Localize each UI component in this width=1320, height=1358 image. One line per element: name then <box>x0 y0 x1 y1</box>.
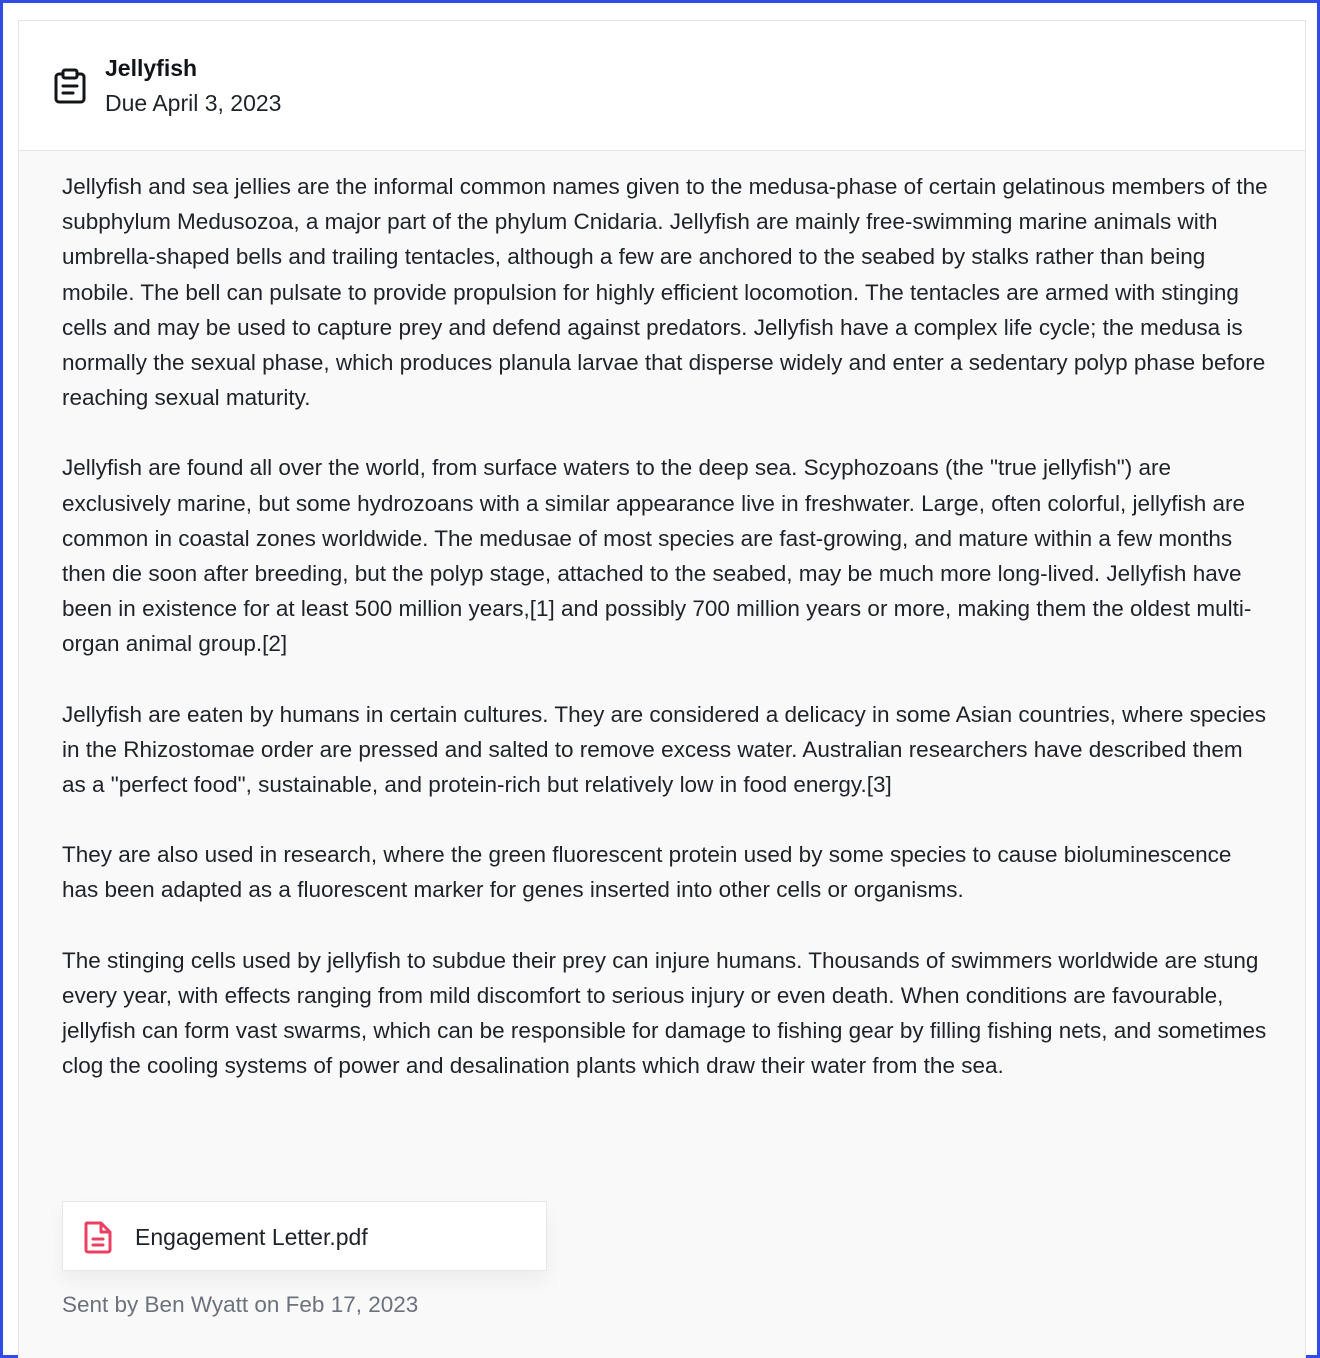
body-paragraph: Jellyfish are eaten by humans in certain cultures. They are considered a delicacy in some Asian countries, where species in the Rhizostomae order are pressed and salted to remove excess water. Australian researchers have described them as a "perfect food", sustainable, and protein-rich but relatively low in food energy.[3] <box>62 701 1266 798</box>
body-paragraph: Jellyfish are found all over the world, from surface waters to the deep sea. Scyphozoans (the "true jellyfish") are exclusively marine, but some hydrozoans with a similar appearance live in freshwater. Large, often colorful, jellyfish are common in coastal zones worldwide. The medusae of most species are fast-growing, and mature within a few months then die soon after breeding, but the polyp stage, attached to the seabed, may be much more long-lived. Jellyfish have been in existence for at least 500 million years,[1] and possibly 700 million years or more, making them the oldest multi-organ animal group.[2] <box>62 455 1252 657</box>
body-paragraph: They are also used in research, where the green fluorescent protein used by some species to cause bioluminescence has been adapted as a fluorescent marker for genes inserted into other cells or organisms. <box>62 842 1232 903</box>
assignment-header <box>19 21 1305 151</box>
body-paragraph: Jellyfish and sea jellies are the informal common names given to the medusa-phase of certain gelatinous members of the subphylum Medusozoa, a major part of the phylum Cnidaria. Jellyfish are mainly free-swimming marine animals with umbrella-shaped bells and trailing tentacles, although a few are anchored to the seabed by stalks rather than being mobile. The bell can pulsate to provide propulsion for highly efficient locomotion. The tentacles are armed with stinging cells and may be used to capture prey and defend against predators. Jellyfish have a complex life cycle; the medusa is normally the sexual phase, which produces planula larvae that disperse widely and enter a sedentary polyp phase before reaching sexual maturity. <box>62 174 1268 411</box>
due-date: Due April 3, 2023 <box>105 90 282 116</box>
sent-by-text: Sent by Ben Wyatt on Feb 17, 2023 <box>62 1292 419 1317</box>
document-icon <box>83 1220 113 1254</box>
assignment-card <box>18 20 1306 1358</box>
attachment-file-name[interactable]: Engagement Letter.pdf <box>135 1224 368 1250</box>
attachment-engagement-letter[interactable] <box>62 1201 547 1271</box>
assignment-title: Jellyfish <box>105 55 198 81</box>
clipboard-icon <box>53 68 87 104</box>
assignment-body <box>62 169 1270 1083</box>
body-paragraph: The stinging cells used by jellyfish to subdue their prey can injure humans. Thousands of swimmers worldwide are stung every year, with effects ranging from mild discomfort to serious injury or even death. When conditions are favourable, jellyfish can form vast swarms, which can be responsible for damage to fishing gear by filling fishing nets, and sometimes clog the cooling systems of power and desalination plants which draw their water from the sea. <box>62 947 1267 1079</box>
